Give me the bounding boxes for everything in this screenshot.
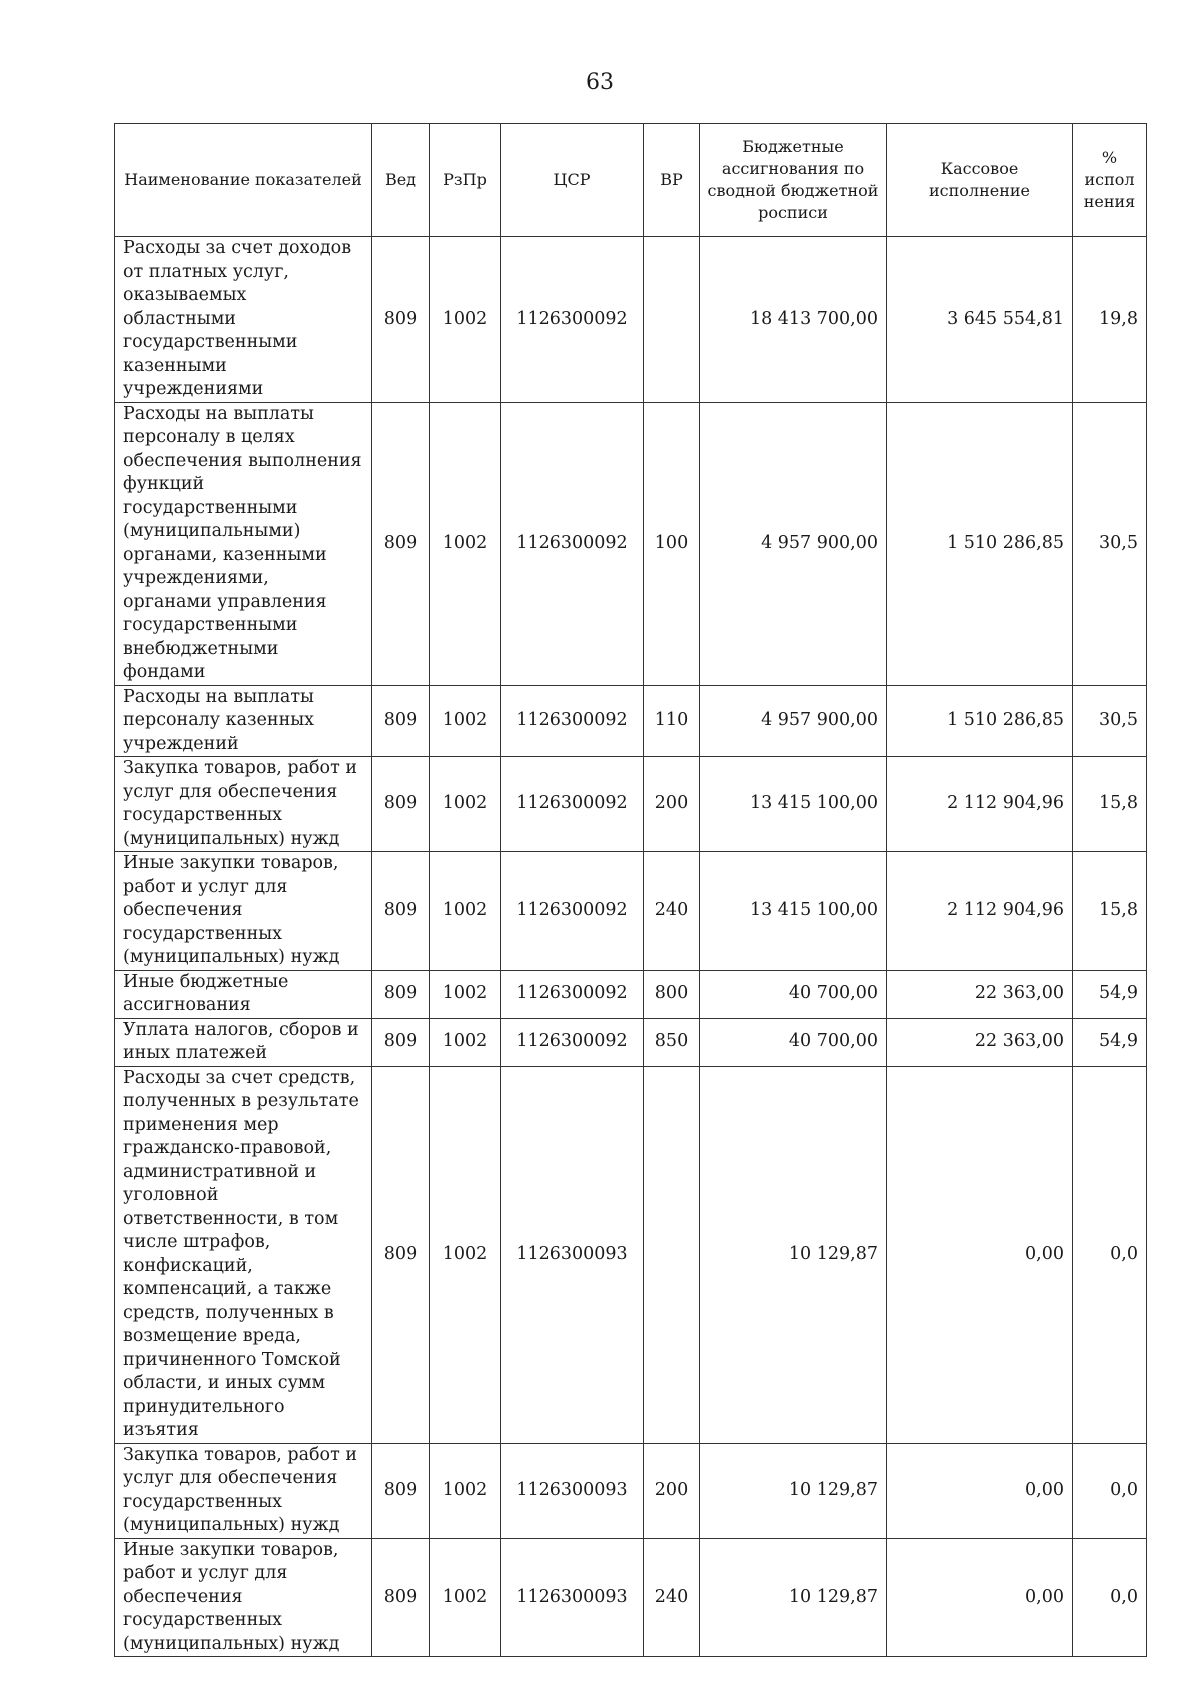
cell-rzpr: 1002 (430, 1066, 501, 1443)
cell-name: Уплата налогов, сборов и иных платежей (115, 1018, 372, 1066)
cell-name: Закупка товаров, работ и услуг для обеспечения государственных (муниципальных) нужд (115, 1443, 372, 1538)
cell-execution: 22 363,00 (887, 970, 1073, 1018)
cell-percent: 0,0 (1073, 1443, 1147, 1538)
cell-name: Расходы за счет доходов от платных услуг, оказываемых областными государственными казенными учреждениями (115, 237, 372, 403)
page-number: 63 (586, 70, 614, 95)
header-percent: % испол нения (1073, 124, 1147, 237)
cell-allocations: 13 415 100,00 (700, 757, 887, 852)
cell-name: Расходы на выплаты персоналу в целях обеспечения выполнения функций государственными (муниципальными) органами, казенными учреждениями, органами управления государственными внебюджетными фондами (115, 402, 372, 685)
cell-ved: 809 (372, 1443, 430, 1538)
cell-percent: 15,8 (1073, 757, 1147, 852)
cell-name: Иные бюджетные ассигнования (115, 970, 372, 1018)
cell-rzpr: 1002 (430, 237, 501, 403)
table-row (115, 757, 1147, 852)
cell-csr: 1126300092 (501, 237, 644, 403)
cell-ved: 809 (372, 852, 430, 971)
cell-name: Закупка товаров, работ и услуг для обеспечения государственных (муниципальных) нужд (115, 757, 372, 852)
cell-csr: 1126300092 (501, 852, 644, 971)
cell-ved: 809 (372, 685, 430, 757)
cell-allocations: 4 957 900,00 (700, 685, 887, 757)
table-row (115, 1538, 1147, 1657)
header-csr: ЦСР (501, 124, 644, 237)
cell-ved: 809 (372, 402, 430, 685)
cell-percent: 0,0 (1073, 1066, 1147, 1443)
table-row (115, 970, 1147, 1018)
cell-ved: 809 (372, 757, 430, 852)
cell-ved: 809 (372, 1538, 430, 1657)
cell-rzpr: 1002 (430, 757, 501, 852)
table-row (115, 237, 1147, 403)
cell-vr: 100 (644, 402, 700, 685)
cell-ved: 809 (372, 1018, 430, 1066)
cell-vr (644, 1066, 700, 1443)
table-row (115, 685, 1147, 757)
cell-percent: 15,8 (1073, 852, 1147, 971)
cell-allocations: 10 129,87 (700, 1066, 887, 1443)
cell-execution: 22 363,00 (887, 1018, 1073, 1066)
cell-rzpr: 1002 (430, 685, 501, 757)
cell-rzpr: 1002 (430, 1443, 501, 1538)
header-allocations: Бюджетные ассигнования по сводной бюджетной росписи (700, 124, 887, 237)
cell-percent: 30,5 (1073, 402, 1147, 685)
cell-name: Расходы за счет средств, полученных в результате применения мер гражданско-правовой, административной и уголовной ответственности, в том числе штрафов, конфискаций, компенсаций, а также средств, полученных в возмещение вреда, причиненного Томской области, и иных сумм принудительного изъятия (115, 1066, 372, 1443)
cell-allocations: 10 129,87 (700, 1443, 887, 1538)
cell-execution: 0,00 (887, 1443, 1073, 1538)
cell-name: Иные закупки товаров, работ и услуг для обеспечения государственных (муниципальных) нужд (115, 852, 372, 971)
cell-execution: 3 645 554,81 (887, 237, 1073, 403)
header-rzpr: РзПр (430, 124, 501, 237)
cell-vr: 800 (644, 970, 700, 1018)
cell-percent: 54,9 (1073, 1018, 1147, 1066)
cell-csr: 1126300092 (501, 970, 644, 1018)
table-row (115, 1066, 1147, 1443)
table-row (115, 402, 1147, 685)
budget-table (114, 123, 1147, 1657)
table-row (115, 1018, 1147, 1066)
cell-vr: 240 (644, 852, 700, 971)
cell-vr: 200 (644, 1443, 700, 1538)
cell-allocations: 4 957 900,00 (700, 402, 887, 685)
header-ved: Вед (372, 124, 430, 237)
cell-execution: 1 510 286,85 (887, 685, 1073, 757)
table-row (115, 1443, 1147, 1538)
header-vr: ВР (644, 124, 700, 237)
cell-execution: 0,00 (887, 1538, 1073, 1657)
cell-ved: 809 (372, 1066, 430, 1443)
cell-execution: 2 112 904,96 (887, 852, 1073, 971)
cell-percent: 0,0 (1073, 1538, 1147, 1657)
table-row (115, 852, 1147, 971)
cell-vr: 850 (644, 1018, 700, 1066)
cell-allocations: 10 129,87 (700, 1538, 887, 1657)
cell-percent: 19,8 (1073, 237, 1147, 403)
cell-csr: 1126300093 (501, 1066, 644, 1443)
cell-vr: 240 (644, 1538, 700, 1657)
cell-execution: 1 510 286,85 (887, 402, 1073, 685)
cell-rzpr: 1002 (430, 970, 501, 1018)
cell-csr: 1126300093 (501, 1538, 644, 1657)
cell-percent: 30,5 (1073, 685, 1147, 757)
cell-rzpr: 1002 (430, 402, 501, 685)
cell-execution: 0,00 (887, 1066, 1073, 1443)
cell-csr: 1126300092 (501, 757, 644, 852)
header-name: Наименование показателей (115, 124, 372, 237)
cell-name: Иные закупки товаров, работ и услуг для обеспечения государственных (муниципальных) нужд (115, 1538, 372, 1657)
table-header-row (115, 124, 1147, 237)
cell-percent: 54,9 (1073, 970, 1147, 1018)
header-execution: Кассовое исполнение (887, 124, 1073, 237)
cell-allocations: 40 700,00 (700, 970, 887, 1018)
cell-allocations: 13 415 100,00 (700, 852, 887, 971)
cell-csr: 1126300093 (501, 1443, 644, 1538)
cell-rzpr: 1002 (430, 1538, 501, 1657)
cell-rzpr: 1002 (430, 852, 501, 971)
cell-execution: 2 112 904,96 (887, 757, 1073, 852)
cell-allocations: 18 413 700,00 (700, 237, 887, 403)
cell-csr: 1126300092 (501, 685, 644, 757)
cell-ved: 809 (372, 970, 430, 1018)
cell-csr: 1126300092 (501, 1018, 644, 1066)
cell-allocations: 40 700,00 (700, 1018, 887, 1066)
cell-rzpr: 1002 (430, 1018, 501, 1066)
cell-ved: 809 (372, 237, 430, 403)
cell-name: Расходы на выплаты персоналу казенных учреждений (115, 685, 372, 757)
cell-vr (644, 237, 700, 403)
cell-vr: 110 (644, 685, 700, 757)
cell-csr: 1126300092 (501, 402, 644, 685)
cell-vr: 200 (644, 757, 700, 852)
